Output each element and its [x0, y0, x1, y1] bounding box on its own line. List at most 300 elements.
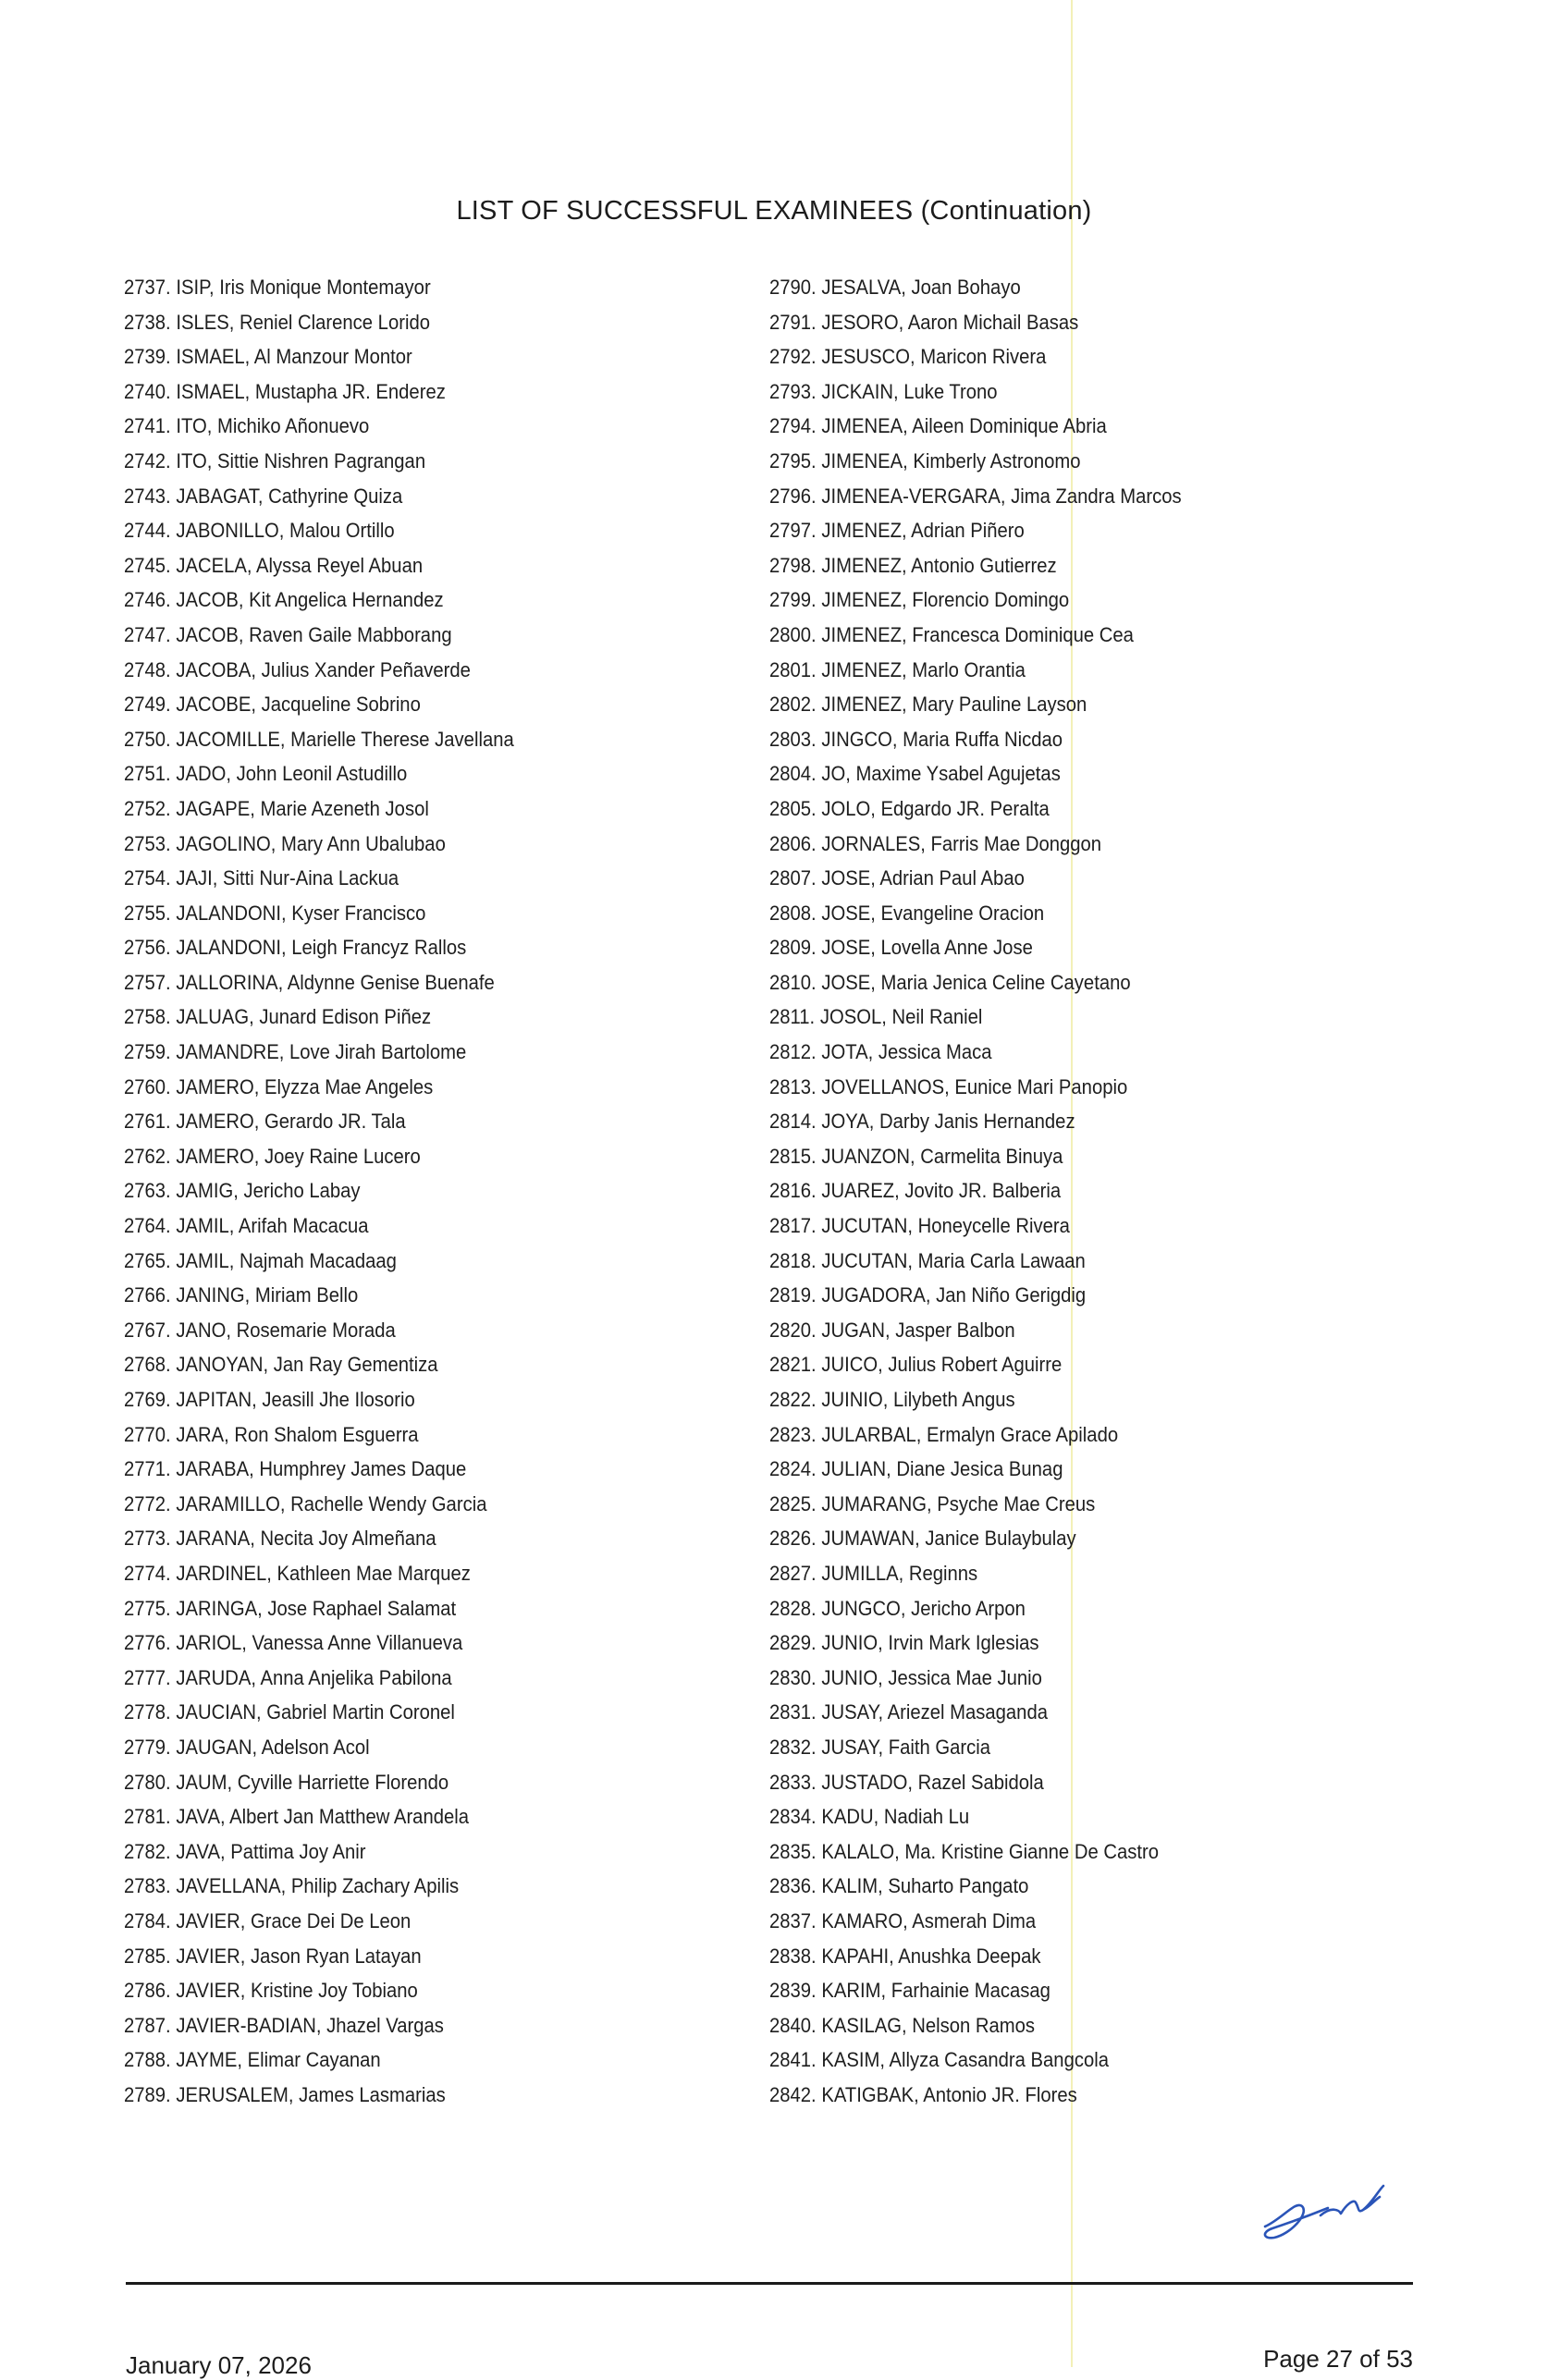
examinee-number: 2832 .: [769, 1736, 821, 1759]
examinee-name: JARANA, Necita Joy Almeñana: [176, 1527, 436, 1551]
examinee-row: [769, 1765, 1369, 1800]
examinee-name: JANING, Miriam Bello: [176, 1283, 359, 1307]
examinee-number: 2768 .: [124, 1353, 176, 1376]
examinee-row: [124, 861, 657, 896]
examinee-row: [124, 1661, 657, 1696]
examinee-name: JAMIL, Najmah Macadaag: [176, 1248, 397, 1272]
examinee-name: JALUAG, Junard Edison Piñez: [176, 1005, 432, 1029]
examinee-name: JIMENEZ, Francesca Dominique Cea: [821, 622, 1134, 646]
examinee-number: 2779 .: [124, 1736, 176, 1759]
examinee-name: JAGAPE, Marie Azeneth Josol: [176, 796, 429, 820]
examinee-row: [769, 861, 1369, 896]
examinee-name: JICKAIN, Luke Trono: [821, 379, 998, 403]
examinee-number: 2742 .: [124, 449, 176, 472]
examinee-name: ISMAEL, Al Manzour Montor: [176, 345, 412, 369]
examinee-row: [124, 583, 657, 618]
examinee-name: JAUGAN, Adelson Acol: [176, 1735, 370, 1759]
examinee-row: [124, 374, 657, 410]
footer-date: January 07, 2026: [126, 2351, 312, 2379]
examinee-name: JAUCIAN, Gabriel Martin Coronel: [176, 1700, 455, 1724]
examinee-name: JOSOL, Neil Raniel: [819, 1005, 983, 1029]
examinee-row: [769, 930, 1369, 965]
examinee-number: 2762 .: [124, 1145, 176, 1168]
examinee-row: [124, 1939, 657, 1974]
examinee-name: JABAGAT, Cathyrine Quiza: [176, 484, 403, 508]
examinee-name: JAVA, Pattima Joy Anir: [176, 1839, 366, 1863]
examinee-number: 2822 .: [769, 1388, 821, 1411]
examinee-number: 2821 .: [769, 1353, 821, 1376]
examinee-number: 2760 .: [124, 1075, 176, 1098]
examinee-number: 2773 .: [124, 1527, 176, 1550]
examinee-row: [769, 653, 1369, 688]
examinee-name: JAMERO, Joey Raine Lucero: [176, 1144, 421, 1168]
examinee-name: JIMENEZ, Mary Pauline Layson: [821, 693, 1087, 717]
examinee-row: [769, 305, 1369, 340]
examinee-row: [769, 1104, 1369, 1139]
examinee-number: 2815 .: [769, 1145, 821, 1168]
examinee-list-left: [124, 270, 716, 2112]
examinee-row: [769, 756, 1369, 791]
examinee-name: JANO, Rosemarie Morada: [176, 1318, 396, 1342]
examinee-name: JOSE, Maria Jenica Celine Cayetano: [821, 970, 1131, 994]
examinee-number: 2744 .: [124, 519, 176, 542]
examinee-number: 2769 .: [124, 1388, 176, 1411]
examinee-number: 2765 .: [124, 1249, 176, 1272]
examinee-row: [124, 756, 657, 791]
examinee-row: [124, 687, 657, 722]
examinee-number: 2775 .: [124, 1597, 176, 1620]
examinee-name: JIMENEZ, Antonio Gutierrez: [821, 553, 1057, 577]
examinee-name: JUCUTAN, Honeycelle Rivera: [821, 1214, 1070, 1238]
examinee-name: JIMENEZ, Marlo Orantia: [821, 657, 1026, 681]
examinee-name: JUANZON, Carmelita Binuya: [821, 1144, 1063, 1168]
examinee-name: JOSE, Evangeline Oracion: [821, 901, 1045, 925]
examinee-row: [124, 618, 657, 653]
examinee-name: JOYA, Darby Janis Hernandez: [821, 1110, 1075, 1134]
examinee-number: 2831 .: [769, 1700, 821, 1724]
examinee-name: JAVIER-BADIAN, Jhazel Vargas: [176, 2013, 444, 2037]
examinee-name: JUSAY, Ariezel Masaganda: [821, 1700, 1048, 1724]
examinee-name: JOVELLANOS, Eunice Mari Panopio: [821, 1074, 1128, 1098]
examinee-number: 2792 .: [769, 345, 821, 368]
examinee-row: [124, 1834, 657, 1870]
examinee-name: JUINIO, Lilybeth Angus: [821, 1388, 1015, 1411]
examinee-row: [124, 1591, 657, 1626]
examinee-number: 2754 .: [124, 866, 176, 889]
examinee-number: 2829 .: [769, 1631, 821, 1654]
examinee-row: [769, 1973, 1369, 2008]
examinee-number: 2795 .: [769, 449, 821, 472]
examinee-number: 2782 .: [124, 1840, 176, 1863]
examinee-name: KASIM, Allyza Casandra Bangcola: [821, 2048, 1109, 2072]
examinee-name: JAVIER, Kristine Joy Tobiano: [176, 1979, 418, 2003]
examinee-row: [769, 339, 1369, 374]
examinee-row: [124, 1730, 657, 1765]
examinee-name: JESALVA, Joan Bohayo: [821, 276, 1021, 299]
examinee-number: 2813 .: [769, 1075, 821, 1098]
examinee-name: ISMAEL, Mustapha JR. Enderez: [176, 379, 446, 403]
examinee-name: JUGADORA, Jan Niño Gerigdig: [821, 1283, 1087, 1307]
examinee-name: JACOBA, Julius Xander Peñaverde: [176, 657, 471, 681]
examinee-number: 2827 .: [769, 1562, 821, 1585]
examinee-number: 2791 .: [769, 311, 821, 334]
examinee-name: JESUSCO, Maricon Rivera: [821, 345, 1047, 369]
examinee-number: 2755 .: [124, 902, 176, 925]
examinee-number: 2840 .: [769, 2014, 821, 2037]
examinee-number: 2767 .: [124, 1319, 176, 1342]
examinee-row: [124, 1869, 657, 1904]
examinee-number: 2777 .: [124, 1666, 176, 1689]
examinee-number: 2809 .: [769, 936, 821, 959]
examinee-row: [124, 513, 657, 548]
examinee-number: 2828 .: [769, 1597, 821, 1620]
examinee-number: 2826 .: [769, 1527, 821, 1550]
examinee-number: 2812 .: [769, 1040, 821, 1063]
examinee-name: KAMARO, Asmerah Dima: [821, 1908, 1037, 1932]
examinee-number: 2780 .: [124, 1771, 176, 1794]
examinee-name: ITO, Michiko Añonuevo: [176, 414, 370, 438]
footer-rule: [126, 2282, 1413, 2285]
examinee-number: 2825 .: [769, 1492, 821, 1515]
examinee-number: 2783 .: [124, 1874, 176, 1897]
examinee-name: JAMIL, Arifah Macacua: [176, 1214, 369, 1238]
examinee-number: 2800 .: [769, 623, 821, 646]
examinee-name: ISLES, Reniel Clarence Lorido: [176, 310, 430, 334]
examinee-name: JABONILLO, Malou Ortillo: [176, 519, 395, 543]
examinee-row: [124, 2043, 657, 2078]
examinee-number: 2746 .: [124, 588, 176, 611]
examinee-number: 2741 .: [124, 414, 176, 437]
examinee-number: 2770 .: [124, 1423, 176, 1446]
examinee-number: 2799 .: [769, 588, 821, 611]
examinee-row: [769, 1347, 1369, 1382]
examinee-row: [769, 2078, 1369, 2113]
examinee-number: 2820 .: [769, 1319, 821, 1342]
examinee-number: 2766 .: [124, 1283, 176, 1307]
examinee-number: 2759 .: [124, 1040, 176, 1063]
examinee-number: 2819 .: [769, 1283, 821, 1307]
examinee-row: [124, 965, 657, 1000]
footer-page-number: Page 27 of 53: [1263, 2345, 1413, 2373]
examinee-number: 2806 .: [769, 832, 821, 855]
examinee-row: [769, 1487, 1369, 1522]
examinee-row: [769, 1556, 1369, 1591]
examinee-name: JUGAN, Jasper Balbon: [821, 1318, 1015, 1342]
examinee-name: KALALO, Ma. Kristine Gianne De Castro: [821, 1839, 1159, 1863]
examinee-name: JOSE, Lovella Anne Jose: [821, 936, 1033, 960]
examinee-name: JADO, John Leonil Astudillo: [176, 762, 408, 786]
examinee-name: KASILAG, Nelson Ramos: [821, 2013, 1036, 2037]
examinee-row: [124, 1487, 657, 1522]
examinee-name: KALIM, Suharto Pangato: [821, 1874, 1029, 1898]
examinee-row: [769, 1382, 1369, 1417]
examinee-number: 2752 .: [124, 797, 176, 820]
examinee-name: JAUM, Cyville Harriette Florendo: [176, 1770, 449, 1794]
examinee-row: [769, 270, 1369, 305]
examinee-name: JALANDONI, Leigh Francyz Rallos: [176, 936, 467, 960]
examinee-number: 2749 .: [124, 693, 176, 716]
examinee-number: 2774 .: [124, 1562, 176, 1585]
examinee-name: KAPAHI, Anushka Deepak: [821, 1944, 1041, 1968]
examinee-number: 2750 .: [124, 728, 176, 751]
examinee-row: [769, 618, 1369, 653]
examinee-row: [769, 1869, 1369, 1904]
examinee-number: 2814 .: [769, 1110, 821, 1133]
examinee-row: [769, 1035, 1369, 1070]
examinee-name: JESORO, Aaron Michail Basas: [821, 310, 1079, 334]
examinee-row: [124, 1626, 657, 1661]
examinee-name: JIMENEA, Kimberly Astronomo: [821, 448, 1081, 472]
examinee-number: 2839 .: [769, 1979, 821, 2002]
examinee-number: 2751 .: [124, 762, 176, 785]
examinee-number: 2761 .: [124, 1110, 176, 1133]
examinee-name: JAMERO, Elyzza Mae Angeles: [176, 1074, 434, 1098]
examinee-name: JOSE, Adrian Paul Abao: [821, 866, 1025, 890]
examinee-name: JUCUTAN, Maria Carla Lawaan: [821, 1248, 1086, 1272]
examinee-row: [124, 1173, 657, 1208]
examinee-row: [124, 1208, 657, 1244]
examinee-number: 2817 .: [769, 1214, 821, 1237]
examinee-name: KADU, Nadiah Lu: [821, 1805, 970, 1829]
examinee-number: 2810 .: [769, 971, 821, 994]
examinee-row: [124, 1695, 657, 1730]
examinee-number: 2756 .: [124, 936, 176, 959]
examinee-name: JAMANDRE, Love Jirah Bartolome: [176, 1040, 467, 1064]
examinee-row: [769, 1452, 1369, 1487]
signature-image: [1254, 2154, 1430, 2256]
examinee-name: JAPITAN, Jeasill Jhe Ilosorio: [176, 1388, 415, 1411]
examinee-row: [769, 1591, 1369, 1626]
examinee-row: [769, 1695, 1369, 1730]
examinee-row: [769, 548, 1369, 583]
examinee-name: JACELA, Alyssa Reyel Abuan: [176, 553, 424, 577]
examinee-number: 2772 .: [124, 1492, 176, 1515]
examinee-row: [769, 1313, 1369, 1348]
examinee-name: JANOYAN, Jan Ray Gementiza: [176, 1353, 438, 1377]
examinee-row: [769, 1417, 1369, 1453]
examinee-row: [124, 1904, 657, 1939]
examinee-row: [124, 2078, 657, 2113]
examinee-name: JACOMILLE, Marielle Therese Javellana: [176, 727, 514, 751]
examinee-number: 2803 .: [769, 728, 821, 751]
examinee-name: JUMAWAN, Janice Bulaybulay: [821, 1527, 1076, 1551]
examinee-row: [769, 1661, 1369, 1696]
examinee-name: JIMENEA, Aileen Dominique Abria: [821, 414, 1107, 438]
examinee-row: [124, 339, 657, 374]
examinee-list-right: [769, 270, 1435, 2112]
examinee-number: 2793 .: [769, 380, 821, 403]
examinee-name: JAVIER, Jason Ryan Latayan: [176, 1944, 422, 1968]
examinee-row: [124, 791, 657, 827]
examinee-row: [769, 1521, 1369, 1556]
examinee-row: [769, 2008, 1369, 2043]
examinee-row: [124, 1973, 657, 2008]
examinee-name: JOTA, Jessica Maca: [821, 1040, 992, 1064]
examinee-row: [124, 2008, 657, 2043]
examinee-number: 2798 .: [769, 554, 821, 577]
examinee-row: [769, 1139, 1369, 1174]
examinee-number: 2758 .: [124, 1005, 176, 1028]
examinee-name: JUSAY, Faith Garcia: [821, 1735, 991, 1759]
examinee-name: JARA, Ron Shalom Esguerra: [176, 1422, 419, 1446]
examinee-name: JALLORINA, Aldynne Genise Buenafe: [176, 970, 495, 994]
examinee-number: 2796 .: [769, 485, 821, 508]
examinee-name: JAMIG, Jericho Labay: [176, 1179, 361, 1203]
examinee-number: 2830 .: [769, 1666, 821, 1689]
examinee-row: [124, 1417, 657, 1453]
examinee-row: [769, 1000, 1369, 1035]
examinee-name: JUNIO, Irvin Mark Iglesias: [821, 1631, 1039, 1655]
examinee-row: [769, 1799, 1369, 1834]
examinee-number: 2837 .: [769, 1909, 821, 1932]
examinee-row: [769, 1244, 1369, 1279]
examinee-number: 2776 .: [124, 1631, 176, 1654]
examinee-row: [124, 1278, 657, 1313]
examinee-number: 2764 .: [124, 1214, 176, 1237]
examinee-name: JINGCO, Maria Ruffa Nicdao: [821, 727, 1063, 751]
examinee-number: 2838 .: [769, 1944, 821, 1968]
examinee-row: [769, 1208, 1369, 1244]
examinee-name: ITO, Sittie Nishren Pagrangan: [176, 448, 426, 472]
examinee-name: JARUDA, Anna Anjelika Pabilona: [176, 1665, 452, 1689]
examinee-row: [124, 1452, 657, 1487]
examinee-number: 2801 .: [769, 658, 821, 681]
examinee-number: 2739 .: [124, 345, 176, 368]
examinee-row: [769, 722, 1369, 757]
examinee-row: [769, 444, 1369, 479]
examinee-row: [124, 1000, 657, 1035]
examinee-name: KARIM, Farhainie Macasag: [821, 1979, 1050, 2003]
examinee-row: [124, 930, 657, 965]
examinee-name: JALANDONI, Kyser Francisco: [176, 901, 426, 925]
examinee-number: 2740 .: [124, 380, 176, 403]
examinee-row: [769, 583, 1369, 618]
page-title: LIST OF SUCCESSFUL EXAMINEES (Continuation): [456, 196, 1092, 226]
examinee-number: 2802 .: [769, 693, 821, 716]
examinee-number: 2841 .: [769, 2048, 821, 2071]
examinee-row: [769, 791, 1369, 827]
examinee-number: 2787 .: [124, 2014, 176, 2037]
examinee-row: [124, 1765, 657, 1800]
examinee-name: JAJI, Sitti Nur-Aina Lackua: [176, 866, 399, 890]
examinee-row: [124, 896, 657, 931]
examinee-name: JARABA, Humphrey James Daque: [176, 1457, 467, 1481]
examinee-row: [769, 1070, 1369, 1105]
examinee-row: [124, 1799, 657, 1834]
examinee-number: 2824 .: [769, 1457, 821, 1480]
examinee-number: 2781 .: [124, 1805, 176, 1828]
examinee-row: [769, 409, 1369, 444]
examinee-name: JUNGCO, Jericho Arpon: [821, 1596, 1026, 1620]
examinee-number: 2835 .: [769, 1840, 821, 1863]
examinee-name: JACOB, Kit Angelica Hernandez: [176, 588, 444, 612]
examinee-number: 2811 .: [769, 1005, 820, 1028]
examinee-row: [124, 653, 657, 688]
examinee-name: JIMENEA-VERGARA, Jima Zandra Marcos: [821, 484, 1182, 508]
examinee-row: [124, 479, 657, 514]
examinee-number: 2818 .: [769, 1249, 821, 1272]
examinee-number: 2757 .: [124, 971, 176, 994]
examinee-row: [769, 896, 1369, 931]
examinee-row: [769, 1730, 1369, 1765]
examinee-row: [124, 1382, 657, 1417]
examinee-row: [769, 479, 1369, 514]
examinee-row: [769, 1834, 1369, 1870]
examinee-name: JARIOL, Vanessa Anne Villanueva: [176, 1631, 463, 1655]
examinee-name: JO, Maxime Ysabel Agujetas: [821, 762, 1061, 786]
examinee-number: 2797 .: [769, 519, 821, 542]
examinee-row: [769, 1904, 1369, 1939]
examinee-row: [769, 1939, 1369, 1974]
examinee-number: 2763 .: [124, 1179, 176, 1202]
examinee-row: [769, 513, 1369, 548]
examinee-number: 2842 .: [769, 2083, 821, 2106]
examinee-number: 2788 .: [124, 2048, 176, 2071]
examinee-number: 2737 .: [124, 276, 176, 299]
examinee-row: [769, 687, 1369, 722]
examinee-row: [124, 270, 657, 305]
examinee-name: JORNALES, Farris Mae Donggon: [821, 831, 1102, 855]
examinee-number: 2836 .: [769, 1874, 821, 1897]
examinee-row: [769, 374, 1369, 410]
examinee-name: JIMENEZ, Adrian Piñero: [821, 519, 1025, 543]
examinee-number: 2784 .: [124, 1909, 176, 1932]
examinee-row: [769, 1626, 1369, 1661]
examinee-row: [769, 2043, 1369, 2078]
examinee-number: 2748 .: [124, 658, 176, 681]
examinee-number: 2738 .: [124, 311, 176, 334]
examinee-name: JAGOLINO, Mary Ann Ubalubao: [176, 831, 446, 855]
examinee-name: JUMARANG, Psyche Mae Creus: [821, 1491, 1096, 1515]
examinee-row: [124, 1556, 657, 1591]
examinee-name: JARAMILLO, Rachelle Wendy Garcia: [176, 1491, 487, 1515]
examinee-row: [124, 1070, 657, 1105]
examinee-number: 2790 .: [769, 276, 821, 299]
examinee-row: [124, 1244, 657, 1279]
examinee-number: 2745 .: [124, 554, 176, 577]
examinee-row: [124, 548, 657, 583]
examinee-row: [769, 965, 1369, 1000]
examinee-name: JIMENEZ, Florencio Domingo: [821, 588, 1070, 612]
examinee-row: [769, 1278, 1369, 1313]
examinee-name: JUMILLA, Reginns: [821, 1561, 978, 1585]
examinee-name: JUSTADO, Razel Sabidola: [821, 1770, 1044, 1794]
examinee-number: 2771 .: [124, 1457, 176, 1480]
examinee-row: [124, 1139, 657, 1174]
examinee-name: JAMERO, Gerardo JR. Tala: [176, 1110, 406, 1134]
examinee-number: 2807 .: [769, 866, 821, 889]
examinee-row: [124, 1521, 657, 1556]
examinee-name: JUAREZ, Jovito JR. Balberia: [821, 1179, 1062, 1203]
examinee-name: JOLO, Edgardo JR. Peralta: [821, 796, 1050, 820]
examinee-row: [124, 409, 657, 444]
examinee-row: [124, 827, 657, 862]
examinee-number: 2789 .: [124, 2083, 176, 2106]
examinee-number: 2823 .: [769, 1423, 821, 1446]
examinee-number: 2786 .: [124, 1979, 176, 2002]
examinee-name: ISIP, Iris Monique Montemayor: [176, 276, 431, 299]
examinee-row: [124, 1035, 657, 1070]
examinee-number: 2816 .: [769, 1179, 821, 1202]
examinee-name: JAVIER, Grace Dei De Leon: [176, 1908, 412, 1932]
examinee-number: 2743 .: [124, 485, 176, 508]
examinee-name: JAVA, Albert Jan Matthew Arandela: [176, 1805, 469, 1829]
examinee-name: JERUSALEM, James Lasmarias: [176, 2082, 446, 2106]
examinee-number: 2753 .: [124, 832, 176, 855]
examinee-row: [124, 444, 657, 479]
examinee-name: JUNIO, Jessica Mae Junio: [821, 1665, 1042, 1689]
examinee-number: 2785 .: [124, 1944, 176, 1968]
